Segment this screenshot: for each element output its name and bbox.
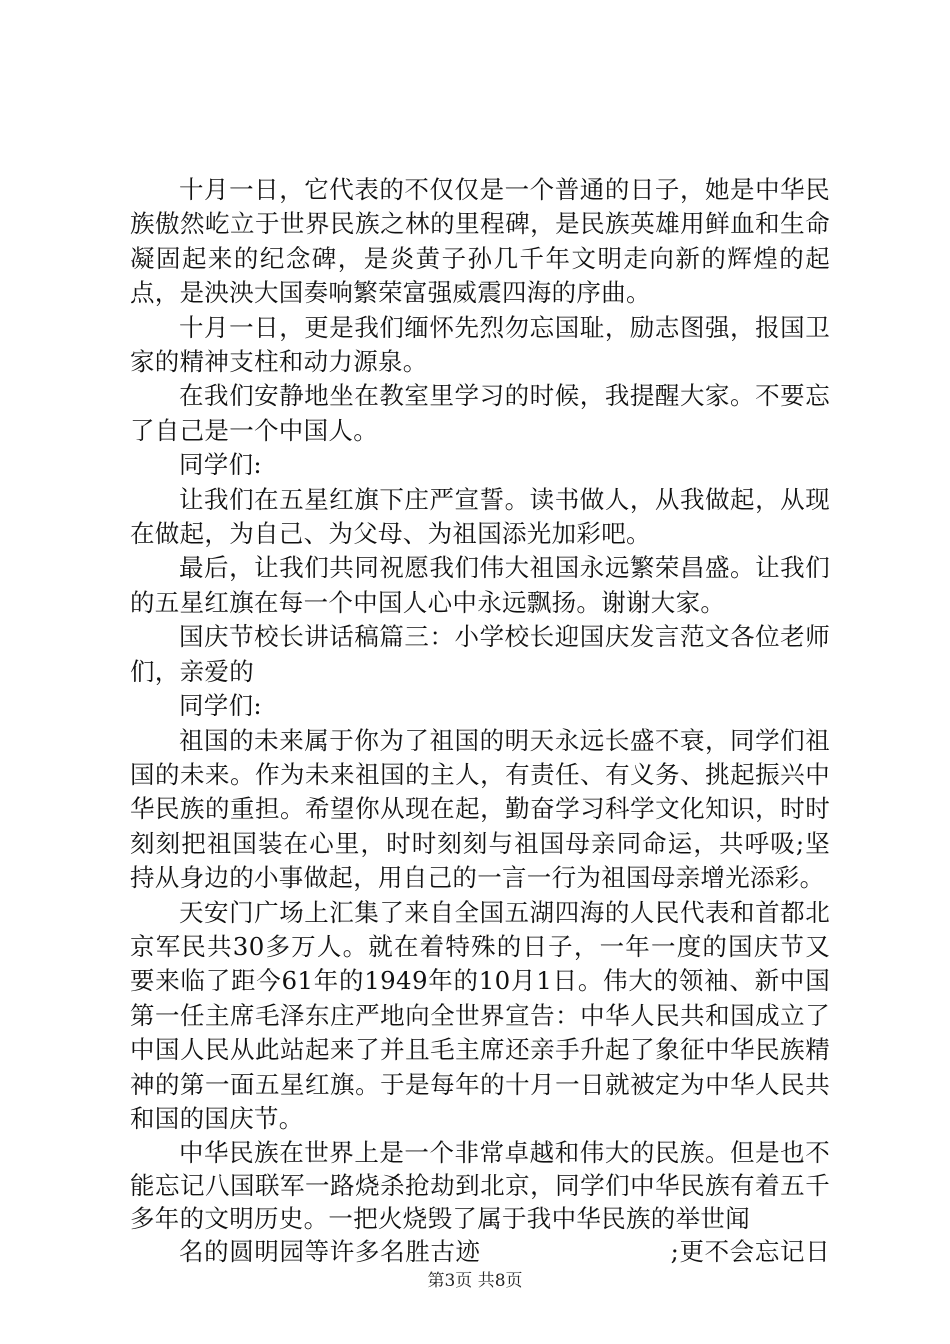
page-footer: 第3页 共8页 — [427, 1271, 523, 1291]
paragraph: 在我们安静地坐在教室里学习的时候，我提醒大家。不要忘了自己是一个中国人。 — [130, 381, 830, 445]
paragraph: 祖国的未来属于你为了祖国的明天永远长盛不衰，同学们祖国的未来。作为未来祖国的主人，有责任、有义务、挑起振兴中华民族的重担。希望你从现在起，勤奋学习科学文化知识，时时刻刻把祖国装在心里，时时刻刻与祖国母亲同命运，共呼吸;坚持从身边的小事做起，用自己的一言一行为祖国母亲增光添彩。 — [130, 725, 830, 893]
paragraph: 让我们在五星红旗下庄严宣誓。读书做人，从我做起，从现在做起，为自己、为父母、为祖国添光加彩吧。 — [130, 484, 830, 549]
paragraph: 同学们: — [179, 450, 262, 480]
paragraph-last-line — [130, 1235, 830, 1268]
paragraph: 同学们: — [179, 691, 262, 721]
paragraph: 国庆节校长讲话稿篇三：小学校长迎国庆发言范文各位老师们，亲爱的 — [130, 622, 830, 686]
last-line-left: 名的圆明园等许多名胜古迹 — [179, 1237, 481, 1267]
document-body — [130, 173, 830, 1268]
paragraph: 十月一日，它代表的不仅仅是一个普通的日子，她是中华民族傲然屹立于世界民族之林的里程碑，是民族英雄用鲜血和生命凝固起来的纪念碑，是炎黄子孙几千年文明走向新的辉煌的起点，是泱泱大国奏响繁荣富强威震四海的序曲。 — [130, 175, 830, 308]
paragraph-text: 中华民族在世界上是一个非常卓越和伟大的民族。但是也不能忘记八国联军一路烧杀抢劫到北京，同学们中华民族有着五千多年的文明历史。一把火烧毁了属于我中华民族的举世闻 — [130, 1138, 830, 1234]
paragraph — [130, 1136, 830, 1268]
paragraph: 天安门广场上汇集了来自全国五湖四海的人民代表和首都北京军民共30多万人。就在着特殊的日子，一年一度的国庆节又要来临了距今61年的1949年的10月1日。伟大的领袖、新中国第一任主席毛泽东庄严地向全世界宣告：中华人民共和国成立了中国人民从此站起来了并且毛主席还亲手升起了象征中华民族精神的第一面五星红旗。于是每年的十月一日就被定为中华人民共和国的国庆节。 — [130, 897, 830, 1133]
paragraph: 十月一日，更是我们缅怀先烈勿忘国耻，励志图强，报国卫家的精神支柱和动力源泉。 — [130, 312, 830, 377]
last-line-right: ;更不会忘记日 — [670, 1237, 830, 1267]
paragraph: 最后，让我们共同祝愿我们伟大祖国永远繁荣昌盛。让我们的五星红旗在每一个中国人心中永远飘扬。谢谢大家。 — [130, 553, 830, 617]
